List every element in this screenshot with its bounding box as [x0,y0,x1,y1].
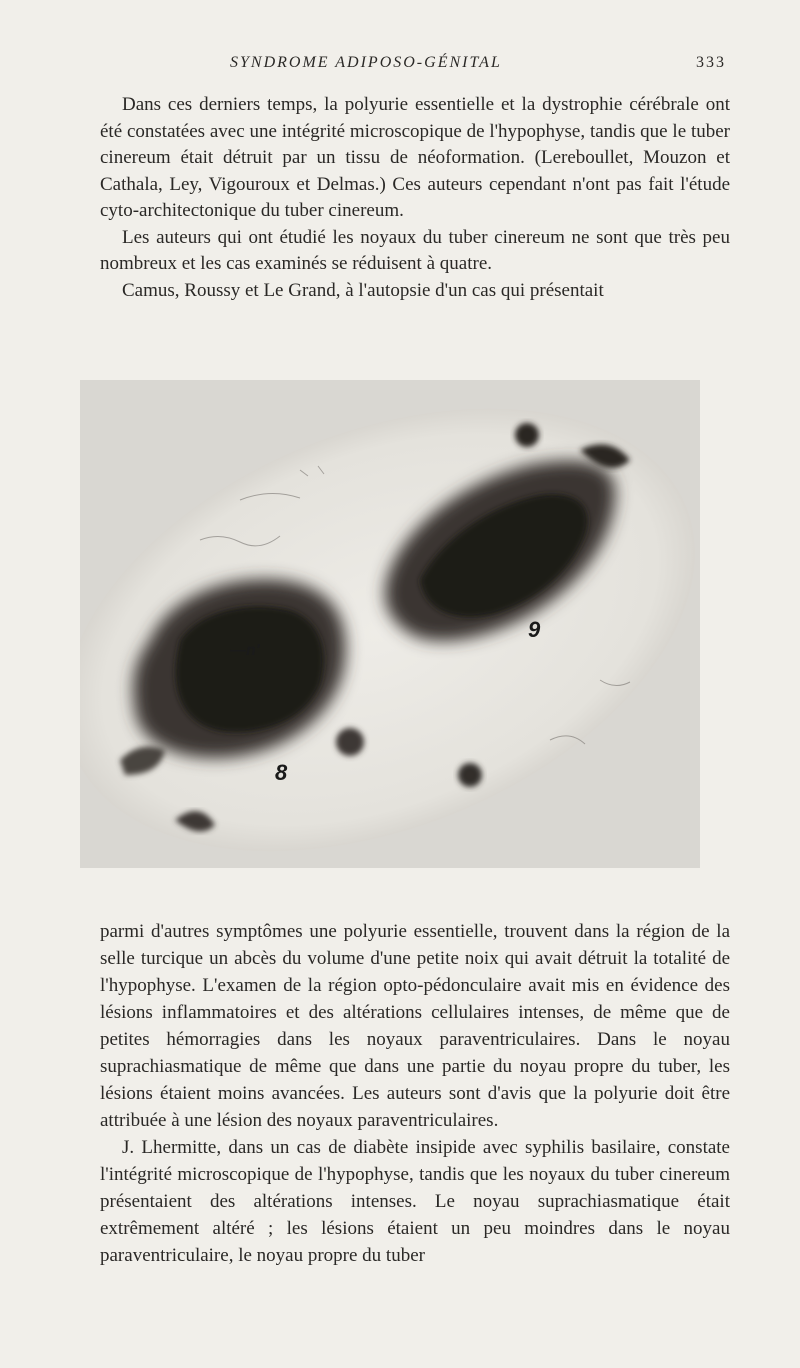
running-title: SYNDROME ADIPOSO-GÉNITAL [230,54,502,71]
paragraph: Dans ces derniers temps, la polyurie essentielle et la dystrophie cérébrale ont été constatées avec une intégrité microscopique de l'hypophyse, tandis que le tuber cinereum était détruit par un tissu de néoformation. (Lereboullet, Mouzon et Cathala, Ley, Vigouroux et Delmas.) Ces auteurs cependant n'ont pas fait l'étude cyto-architectonique du tuber cinereum. [100,94,730,221]
micrograph-image [80,380,700,868]
label-9: 9 [528,617,541,642]
paragraph: Camus, Roussy et Le Grand, à l'autopsie d'un cas qui présentait [122,279,604,301]
paragraph: J. Lhermitte, dans un cas de diabète insipide avec syphilis basilaire, constate l'intégrité microscopique de l'hypophyse, tandis que les noyaux du tuber cinereum présentaient des altérations intenses. Le noyau suprachiasmatique était extrêmement altéré ; les lésions étaient un peu moindres dans le noyau paraventriculaire, le noyau propre du tuber [100,1137,730,1266]
top-text-block [100,92,730,304]
bottom-text-block [100,918,730,1269]
micrograph-figure [80,380,700,868]
label-n-prime: —n' [230,642,260,659]
page-header [100,54,740,78]
label-8: 8 [275,760,288,785]
page-number: 333 [696,54,726,71]
paragraph: parmi d'autres symptômes une polyurie essentielle, trouvent dans la région de la selle turcique un abcès du volume d'une petite noix qui avait détruit la totalité de l'hypophyse. L'examen de la région opto-pédonculaire avait mis en évidence des lésions inflammatoires et des altérations cellulaires intenses, de même que de petites hémorragies dans les noyaux paraventriculaires. Dans le noyau suprachiasmatique de même que dans une partie du noyau propre du tuber, les lésions étaient moins avancées. Les auteurs sont d'avis que la polyurie doit être attribuée à une lésion des noyaux paraventriculaires. [100,921,730,1131]
paragraph: Les auteurs qui ont étudié les noyaux du tuber cinereum ne sont que très peu nombreux et les cas examinés se réduisent à quatre. [100,226,730,274]
